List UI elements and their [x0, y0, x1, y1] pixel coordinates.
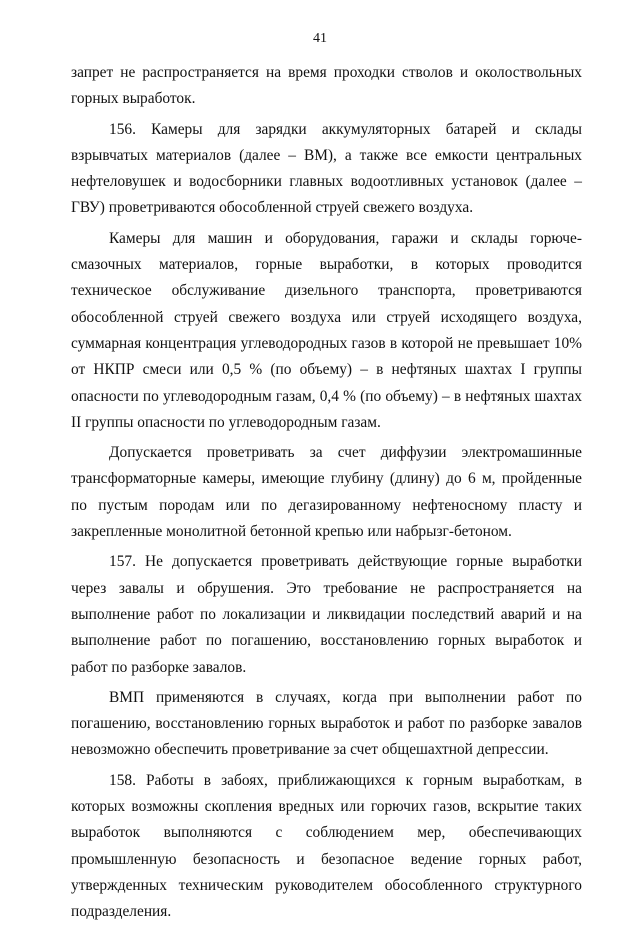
- paragraph-diffusion-ventilation: Допускается проветривать за счет диффузии электромашинные трансформаторные камеры, имеющие глубину (длину) до 6 м, пройденные по пустым породам или по дегазированному нефтеносному пласту и закрепленные монолитной бетонной крепью или набрызг-бетоном.: [71, 444, 582, 541]
- paragraph-vmp-usage: ВМП применяются в случаях, когда при выполнении работ по погашению, восстановлению горных выработок и работ по разборке завалов невозможно обеспечить проветривание за счет общешахтной депрессии.: [71, 688, 582, 759]
- paragraph-157: 157. Не допускается проветривать действующие горные выработки через завалы и обрушения. Это требование не распространяется на выполнение работ по локализации и ликвидации последствий аварий и на выполнение работ по погашению, восстановлению горных выработок и работ по разборке завалов.: [71, 553, 582, 676]
- paragraph-156: 156. Камеры для зарядки аккумуляторных батарей и склады взрывчатых материалов (далее – ВМ), а также все емкости центральных нефтеловушек и водосборники главных водоотливных установок (далее – ГВУ) проветриваются обособленной струей свежего воздуха.: [71, 120, 582, 217]
- page-number: 41: [313, 31, 327, 46]
- document-body: [71, 60, 582, 930]
- paragraph-continuation: запрет не распространяется на время проходки стволов и околоствольных горных выработок.: [71, 64, 582, 108]
- paragraph-chambers-ventilation: Камеры для машин и оборудования, гаражи и склады горюче-смазочных материалов, горные выработки, в которых проводится техническое обслуживание дизельного транспорта, проветриваются обособленной струей свежего воздуха или струей исходящего воздуха, суммарная концентрация углеводородных газов в которой не превышает 10% от НКПР смеси или 0,5 % (по объему) – в нефтяных шахтах I группы опасности по углеводородным газам, 0,4 % (по объему) – в нефтяных шахтах II группы опасности по углеводородным газам.: [71, 229, 582, 431]
- paragraph-158: 158. Работы в забоях, приближающихся к горным выработкам, в которых возможны скопления вредных или горючих газов, вскрытие таких выработок выполняются с соблюдением мер, обеспечивающих промышленную безопасность и безопасное ведение горных работ, утвержденных техническим руководителем обособленного структурного подразделения.: [71, 771, 582, 921]
